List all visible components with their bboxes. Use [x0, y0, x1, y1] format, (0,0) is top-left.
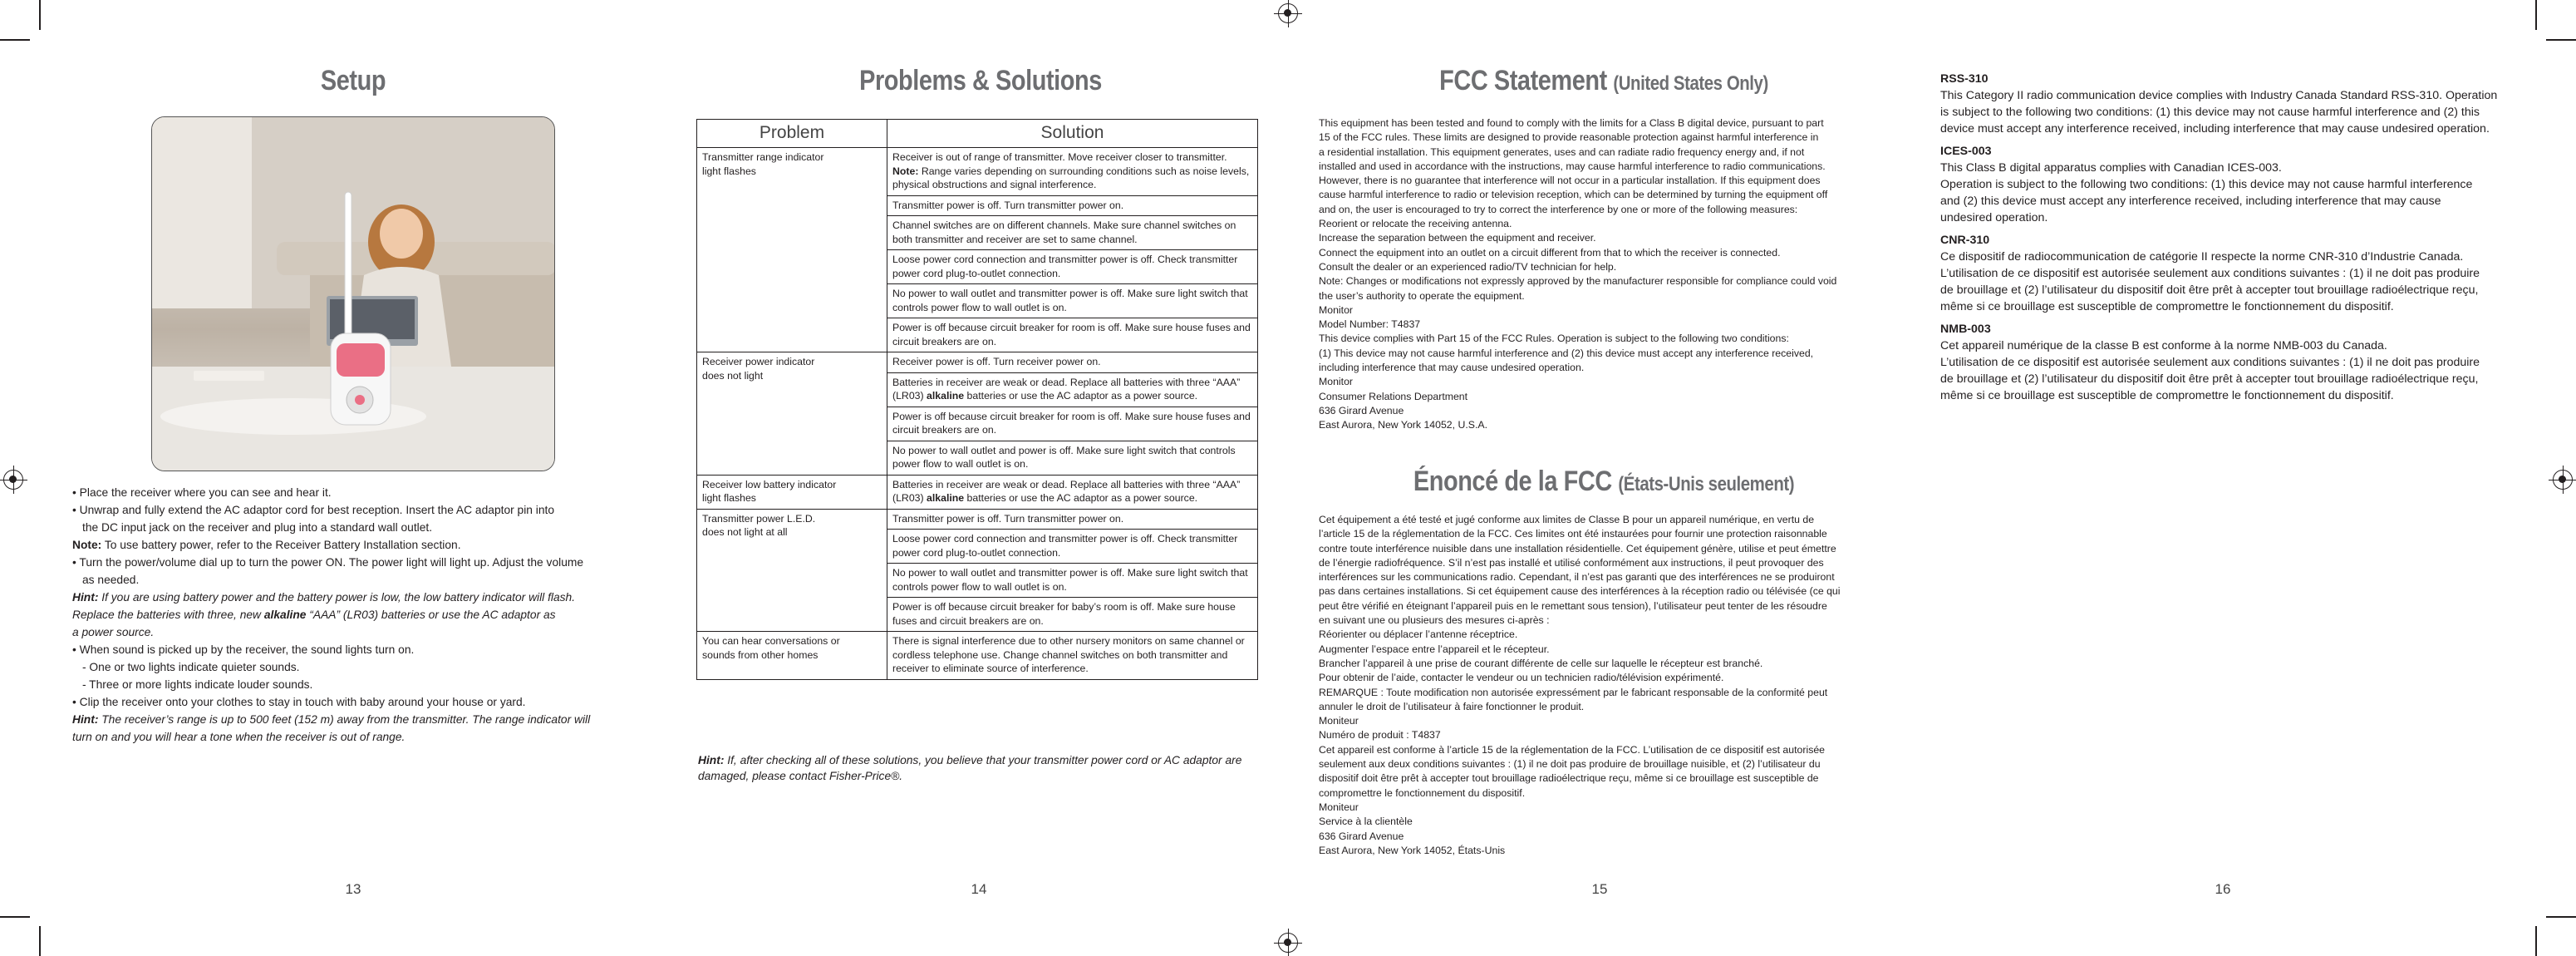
setup-line: - Three or more lights indicate louder sounds.: [82, 678, 313, 691]
woman-with-monitor-illustration: [152, 117, 555, 471]
statement-line: dispositif doit être prêt à accepter tout brouillage radioélectrique reçu, même si ce brouillage est susceptible de: [1319, 772, 1819, 785]
statement-line: seulement aux deux conditions suivantes : (1) il ne doit pas produire de brouillage nuisible, et (2) l’utilisateur du: [1319, 758, 1821, 771]
compliance-line: même si ce brouillage est susceptible de compromettre le fonctionnement du dispositif.: [1940, 300, 2394, 313]
statement-line: Moniteur: [1319, 715, 1359, 727]
registration-mark-icon: [1278, 933, 1298, 953]
canada-compliance-statements: [1940, 71, 2505, 410]
problem-cell: [697, 632, 887, 680]
solution-cell: [887, 632, 1258, 680]
problem-text: Transmitter power L.E.D.: [702, 512, 816, 525]
fcc-title-text: FCC Statement: [1439, 65, 1607, 96]
registration-mark-icon: [1278, 3, 1298, 23]
statement-line: REMARQUE : Toute modification non autorisée expressément par le fabricant responsable de la conformité peut: [1319, 686, 1828, 698]
problem-text: Receiver low battery indicator: [702, 478, 837, 490]
compliance-line: Ce dispositif de radiocommunication de catégorie II respecte la norme CNR-310 d’Industrie Canada.: [1940, 250, 2464, 264]
statement-line: However, there is no guarantee that interference will not occur in a particular installation. If this equipment does: [1319, 175, 1821, 187]
compliance-heading: ICES-003: [1940, 145, 1992, 158]
solution-cell: [887, 148, 1258, 352]
registration-mark-icon: [2553, 470, 2573, 490]
setup-line: as needed.: [82, 574, 140, 586]
problem-cell: [697, 475, 887, 509]
statement-line: Cet appareil est conforme à l’article 15 de la réglementation de la FCC. L’utilisation de ce dispositif est autorisée: [1319, 743, 1826, 756]
table-row: [697, 352, 1258, 476]
setup-line: • Clip the receiver onto your clothes to stay in touch with baby around your house or yard.: [72, 693, 637, 711]
statement-line: Connect the equipment into an outlet on a circuit different from that to which the receiver is connected.: [1319, 246, 1781, 259]
setup-photo: [151, 116, 555, 471]
fcc-subtitle-text: (United States Only): [1613, 72, 1768, 95]
setup-line: - One or two lights indicate quieter sounds.: [82, 661, 300, 673]
compliance-heading: CNR-310: [1940, 234, 1990, 247]
compliance-line: même si ce brouillage est susceptible de compromettre le fonctionnement du dispositif.: [1940, 389, 2394, 402]
compliance-heading: RSS-310: [1940, 72, 1989, 86]
solution-text: There is signal interference due to other nursery monitors on same channel or cordless telephone use. Change channel switches on both transmitter and receiver to eliminate source of interference.: [892, 635, 1245, 674]
setup-label: Hint:: [72, 591, 99, 604]
solution-text: No power to wall outlet and transmitter power is off. Make sure light switch that controls power flow to wall outlet is on.: [887, 284, 1257, 318]
statement-line: Consult the dealer or an experienced radio/TV technician for help.: [1319, 260, 1617, 273]
solution-text: Receiver is out of range of transmitter. Move receiver closer to transmitter. Note: Range varies depending on surrounding conditions such as noise levels, physical obstructions and signal interference.: [887, 148, 1257, 196]
statement-line: 636 Girard Avenue: [1319, 830, 1404, 842]
setup-line: • When sound is picked up by the receiver, the sound lights turn on.: [72, 641, 637, 658]
compliance-line: Cet appareil numérique de la classe B est conforme à la norme NMB-003 du Canada.: [1940, 339, 2387, 352]
setup-line: turn on and you will hear a tone when the receiver is out of range.: [72, 731, 406, 743]
page-number: 13: [345, 881, 361, 897]
statement-line: This equipment has been tested and found to comply with the limits for a Class B digital device, pursuant to part: [1319, 117, 1824, 129]
problem-text: light flashes: [702, 165, 756, 177]
fr-subtitle-text: (États-Unis seulement): [1618, 473, 1795, 495]
statement-line: cause harmful interference to radio or television reception, which can be determined by turning the equipment off: [1319, 189, 1828, 201]
solution-text: No power to wall outlet and transmitter power is off. Make sure light switch that controls power flow to wall outlet is on.: [887, 564, 1257, 598]
statement-line: (1) This device may not cause harmful interference and (2) this device must accept any interference received,: [1319, 347, 1814, 359]
compliance-line: undesired operation.: [1940, 211, 2048, 224]
compliance-line: This Class B digital apparatus complies with Canadian ICES-003.: [1940, 161, 2282, 175]
table-row: [697, 475, 1258, 509]
solution-cell: [887, 509, 1258, 632]
compliance-line: device must accept any interference received, including interference that may cause undesired operation.: [1940, 122, 2490, 136]
solution-text: Receiver power is off. Turn receiver power on.: [887, 352, 1257, 373]
problems-solutions-title: Problems & Solutions: [859, 65, 1102, 96]
compliance-block: [1940, 143, 2505, 226]
statement-line: Model Number: T4837: [1319, 318, 1421, 331]
trim-mark: [2535, 926, 2537, 956]
setup-label: Hint:: [72, 713, 99, 726]
setup-instructions: [72, 484, 637, 746]
problem-cell: [697, 148, 887, 352]
trim-mark: [2535, 0, 2537, 30]
solution-cell: [887, 475, 1258, 509]
statement-line: pas dans certaines installations. Si cet équipement cause des interférences à la réception radio ou télévisée (ce qui: [1319, 585, 1841, 598]
setup-line: Hint: If you are using battery power and the battery power is low, the low battery indicator will flash.: [72, 591, 576, 604]
page-number: 16: [2215, 881, 2231, 897]
compliance-line: This Category II radio communication device complies with Industry Canada Standard RSS-310. Operation: [1940, 89, 2498, 102]
solution-text: Batteries in receiver are weak or dead. Replace all batteries with three “AAA” (LR03) alkaline batteries or use the AC adaptor as a power source.: [892, 478, 1241, 504]
setup-line: Note: To use battery power, refer to the Receiver Battery Installation section.: [72, 539, 461, 551]
solution-text: Power is off because circuit breaker for room is off. Make sure house fuses and circuit breakers are on.: [892, 322, 1251, 347]
compliance-heading: NMB-003: [1940, 323, 1991, 336]
solution-text: Transmitter power is off. Turn transmitter power on.: [887, 510, 1257, 530]
compliance-line: and (2) this device must accept any interference received, including interference that may cause: [1940, 195, 2441, 208]
troubleshooting-table: [696, 119, 1258, 680]
statement-line: Pour obtenir de l’aide, contacter le vendeur ou un technicien radio/télévision expérimenté.: [1319, 672, 1724, 684]
compliance-block: [1940, 321, 2505, 404]
statement-line: Note: Changes or modifications not expressly approved by the manufacturer responsible for compliance could void: [1319, 275, 1837, 288]
solution-text: Batteries in receiver are weak or dead. Replace all batteries with three “AAA” (LR03) alkaline batteries or use the AC adaptor as a power source.: [887, 373, 1257, 407]
fcc-statement-body-fr: [1319, 513, 1892, 858]
trim-mark: [2546, 916, 2576, 918]
problem-text: You can hear conversations or: [702, 635, 840, 647]
compliance-line: Operation is subject to the following two conditions: (1) this device may not cause harmful interference: [1940, 178, 2473, 191]
setup-line: • Turn the power/volume dial up to turn the power ON. The power light will light up. Adjust the volume: [72, 554, 637, 571]
setup-title: Setup: [320, 65, 386, 96]
statement-line: Moniteur: [1319, 801, 1359, 813]
statement-line: including interference that may cause undesired operation.: [1319, 362, 1585, 374]
setup-line: Replace the batteries with three, new alkaline “AAA” (LR03) batteries or use the AC adaptor as: [72, 609, 556, 621]
statement-line: Increase the separation between the equipment and receiver.: [1319, 232, 1596, 244]
trim-mark: [0, 39, 30, 41]
solution-text: Transmitter power is off. Turn transmitter power on.: [887, 196, 1257, 217]
statement-line: compromettre le fonctionnement du dispositif.: [1319, 786, 1526, 799]
statement-line: the user’s authority to operate the equipment.: [1319, 289, 1525, 302]
column-header-problem: Problem: [697, 120, 887, 148]
setup-line: a power source.: [72, 626, 155, 638]
statement-line: Réorienter ou déplacer l’antenne réceptrice.: [1319, 628, 1518, 641]
fr-title-text: Énoncé de la FCC: [1413, 466, 1612, 497]
statement-line: peut être vérifié en éteignant l’appareil puis en le remettant sous tension), l’utilisateur peut tenter de les résoudre: [1319, 599, 1827, 612]
hint-label: Hint:: [698, 754, 725, 766]
statement-line: Brancher l’appareil à une prise de courant différente de celle sur laquelle le récepteur est branché.: [1319, 657, 1763, 669]
problem-text: Receiver power indicator: [702, 356, 815, 367]
setup-line: Hint: The receiver’s range is up to 500 feet (152 m) away from the transmitter. The range indicator will: [72, 713, 591, 726]
table-row: [697, 509, 1258, 632]
problem-text: does not light: [702, 369, 764, 382]
compliance-line: L’utilisation de ce dispositif est autorisée seulement aux conditions suivantes : (1) il ne doit pas produire: [1940, 356, 2480, 369]
setup-line: • Unwrap and fully extend the AC adaptor cord for best reception. Insert the AC adaptor pin into: [72, 501, 637, 519]
solution-text: Power is off because circuit breaker for baby’s room is off. Make sure house fuses and circuit breakers are on.: [892, 601, 1236, 627]
statement-line: Service à la clientèle: [1319, 816, 1413, 828]
troubleshooting-hint: [698, 752, 1246, 784]
hint-text: If, after checking all of these solutions, you believe that your transmitter power cord or AC adaptor are damaged, please contact Fisher-Price®.: [698, 754, 1242, 782]
solution-text: Loose power cord connection and transmitter power is off. Check transmitter power cord plug-to-outlet connection.: [887, 250, 1257, 284]
statement-line: 636 Girard Avenue: [1319, 404, 1404, 416]
fcc-statement-title: [1357, 65, 1851, 97]
page-number: 14: [971, 881, 987, 897]
statement-line: Consumer Relations Department: [1319, 390, 1468, 402]
statement-line: interférences sur les communications radio. Cependant, il n’est pas garanti que des interférences ne se produiront: [1319, 571, 1835, 584]
table-row: [697, 148, 1258, 352]
trim-mark: [0, 916, 30, 918]
compliance-line: L’utilisation de ce dispositif est autorisée seulement aux conditions suivantes : (1) il ne doit pas produire: [1940, 267, 2480, 280]
statement-line: en suivant une ou plusieurs des mesures ci-après :: [1319, 614, 1550, 627]
statement-line: Numéro de produit : T4837: [1319, 729, 1441, 742]
statement-line: Augmenter l’espace entre l’appareil et le récepteur.: [1319, 643, 1550, 655]
table-header-row: [697, 120, 1258, 148]
statement-line: This device complies with Part 15 of the FCC Rules. Operation is subject to the following two conditions:: [1319, 333, 1789, 345]
problem-text: sounds from other homes: [702, 648, 819, 661]
statement-line: Monitor: [1319, 303, 1354, 316]
statement-line: l’article 15 de la réglementation de la FCC. Ces limites ont été instaurées pour fournir une protection raisonnable: [1319, 528, 1827, 540]
fcc-statement-title-fr: [1357, 466, 1851, 498]
solution-text: No power to wall outlet and power is off. Make sure light switch that controls power flow to wall outlet is on.: [892, 444, 1236, 470]
statement-line: de l’énergie radiofréquence. S’il n’est pas installé et utilisé conformément aux instructions, il peut provoquer des: [1319, 556, 1824, 569]
statement-line: Cet équipement a été testé et jugé conforme aux limites de Classe B pour un appareil numérique, en vertu de: [1319, 514, 1815, 525]
compliance-line: de brouillage et (2) l’utilisateur du dispositif doit être prêt à accepter tout brouillage radioélectrique reçu,: [1940, 283, 2479, 297]
trim-mark: [39, 926, 41, 956]
problem-text: Transmitter range indicator: [702, 151, 824, 163]
compliance-line: de brouillage et (2) l’utilisateur du dispositif doit être prêt à accepter tout brouillage radioélectrique reçu,: [1940, 372, 2479, 386]
statement-line: Monitor: [1319, 376, 1354, 388]
setup-label: Note:: [72, 539, 102, 551]
problem-cell: [697, 509, 887, 632]
trim-mark: [39, 0, 41, 30]
emphasis-alkaline: alkaline: [263, 609, 307, 621]
compliance-block: [1940, 71, 2505, 137]
statement-line: a residential installation. This equipment generates, uses and can radiate radio frequency energy and, if not: [1319, 145, 1805, 158]
statement-line: East Aurora, New York 14052, U.S.A.: [1319, 419, 1488, 431]
statement-line: and on, the user is encouraged to try to correct the interference by one or more of the following measures:: [1319, 203, 1798, 215]
page-number: 15: [1591, 881, 1608, 897]
fcc-statement-body: [1319, 116, 1892, 433]
setup-line: • Place the receiver where you can see and hear it.: [72, 484, 637, 501]
statement-line: East Aurora, New York 14052, États-Unis: [1319, 844, 1506, 856]
statement-line: installed and used in accordance with the instructions, may cause harmful interference to radio communications.: [1319, 160, 1826, 172]
solution-text: Loose power cord connection and transmitter power is off. Check transmitter power cord plug-to-outlet connection.: [887, 530, 1257, 564]
problem-text: does not light at all: [702, 526, 788, 538]
statement-line: contre toute interférence nuisible dans une installation résidentielle. Cet équipement génère, utilise et peut émettre: [1319, 542, 1836, 554]
problem-text: light flashes: [702, 492, 756, 504]
solution-text: Power is off because circuit breaker for room is off. Make sure house fuses and circuit breakers are on.: [887, 407, 1257, 441]
statement-line: Reorient or relocate the receiving antenna.: [1319, 218, 1512, 230]
problem-cell: [697, 352, 887, 476]
compliance-block: [1940, 232, 2505, 315]
solution-cell: [887, 352, 1258, 476]
trim-mark: [2546, 39, 2576, 41]
table-row: [697, 632, 1258, 680]
registration-mark-icon: [3, 470, 23, 490]
setup-line: the DC input jack on the receiver and plug into a standard wall outlet.: [82, 521, 433, 534]
column-header-solution: Solution: [887, 120, 1258, 148]
compliance-line: is subject to the following two conditions: (1) this device may not cause harmful interference and (2) this: [1940, 106, 2480, 119]
statement-line: annuler le droit de l’utilisateur à faire fonctionner le produit.: [1319, 700, 1585, 712]
solution-text: Channel switches are on different channels. Make sure channel switches on both transmitter and receiver are set to same channel.: [887, 216, 1257, 250]
statement-line: 15 of the FCC rules. These limits are designed to provide reasonable protection against harmful interference in: [1319, 131, 1819, 144]
